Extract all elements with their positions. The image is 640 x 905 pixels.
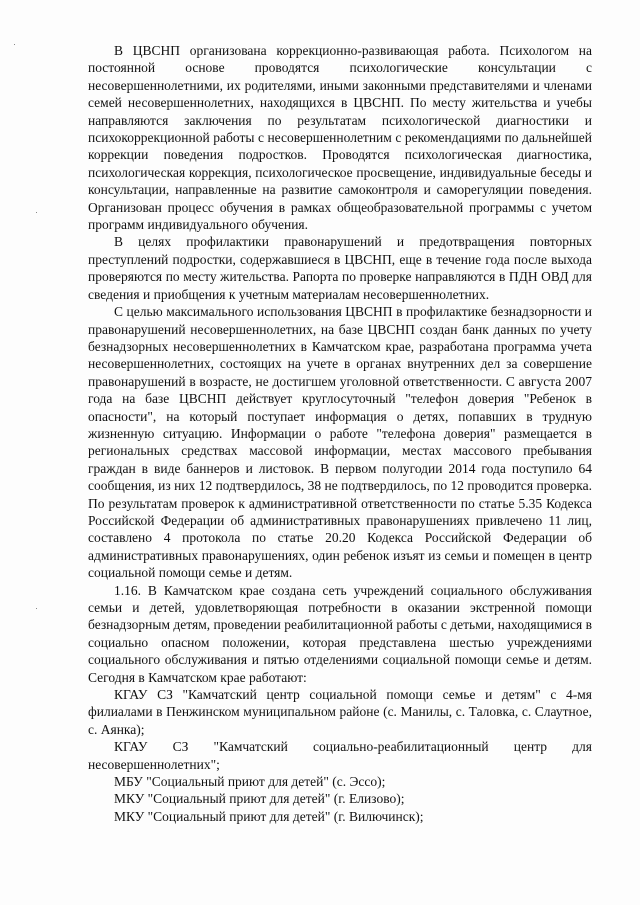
list-item: КГАУ СЗ "Камчатский центр социальной помощи семье и детям" с 4-мя филиалами в Пенжинском муниципальном районе (с. Манилы, с. Таловка, с. Слаутное, с. Аянка); — [88, 687, 592, 737]
paragraph-databank: С целью максимального использования ЦВСНП в профилактике безнадзорности и правонарушений несовершеннолетних, на базе ЦВСНП создан банк данных по учету безнадзорных несовершеннолетних в Камчатском крае, разработана программа учета несовершеннолетних, состоящих на учете в органах внутренних дел за совершение правонарушений в возрасте, не достигшем уголовной ответственности. С августа 2007 года на базе ЦВСНП действует круглосуточный "телефон доверия "Ребенок в опасности", на который поступает информация о детях, попавших в трудную жизненную ситуацию. Информации о работе "телефона доверия" размещается в региональных средствах массовой информации, местах массового пребывания граждан в виде баннеров и листовок. В первом полугодии 2014 года поступило 64 сообщения, из них 12 подтвердилось, 38 не подтвердилось, по 12 проводится проверка. По результатам проверок к административной ответственности по статье 5.35 Кодекса Российской Федерации об административных правонарушениях привлечено 11 лиц, составлено 4 протокола по статье 20.20 Кодекса Российской Федерации об административных правонарушениях, один ребенок изъят из семьи и помещен в центр социальной помощи семье и детям. — [88, 304, 592, 581]
document-body — [88, 42, 592, 825]
scan-dot — [36, 608, 37, 609]
list-item: МБУ "Социальный приют для детей" (с. Эссо); — [114, 774, 386, 790]
list-item: КГАУ СЗ "Камчатский социально-реабилитационный центр для несовершеннолетних"; — [88, 739, 592, 772]
paragraph-prevention: В целях профилактики правонарушений и предотвращения повторных преступлений подростки, содержавшиеся в ЦВСНП, еще в течение года после выхода проверяются по месту жительства. Рапорта по проверке направляются в ПДН ОВД для сведения и приобщения к учетным материалам несовершеннолетних. — [88, 234, 592, 302]
scan-dot — [14, 44, 15, 45]
list-item: МКУ "Социальный приют для детей" (г. Елизово); — [114, 791, 405, 807]
paragraph-network: 1.16. В Камчатском крае создана сеть учреждений социального обслуживания семьи и детей, удовлетворяющая потребности в оказании экстренной помощи безнадзорным детям, проведении реабилитационной работы с детьми, находящимися в социально опасном положении, которая представлена шестью учреждениями социального обслуживания и пятью отделениями социальной помощи семье и детям. Сегодня в Камчатском крае работают: — [88, 582, 592, 685]
scan-dot — [36, 212, 37, 213]
paragraph-psychology: В ЦВСНП организована коррекционно-развивающая работа. Психологом на постоянной основе проводятся психологические консультации с несовершеннолетними, их родителями, иными законными представителями и членами семей несовершеннолетних, находящихся в ЦВСНП. По месту жительства и учебы направляются заключения по результатам психологической диагностики и психокоррекционной работы с несовершеннолетним с рекомендациями по дальнейшей коррекции поведения подростков. Проводятся психологическая диагностика, психологическая коррекция, психологическое просвещение, индивидуальные беседы и консультации, направленные на развитие самоконтроля и саморегуляции поведения. Организован процесс обучения в рамках общеобразовательной программы с учетом программ индивидуального обучения. — [88, 43, 592, 233]
list-item: МКУ "Социальный приют для детей" (г. Вилючинск); — [114, 808, 424, 824]
